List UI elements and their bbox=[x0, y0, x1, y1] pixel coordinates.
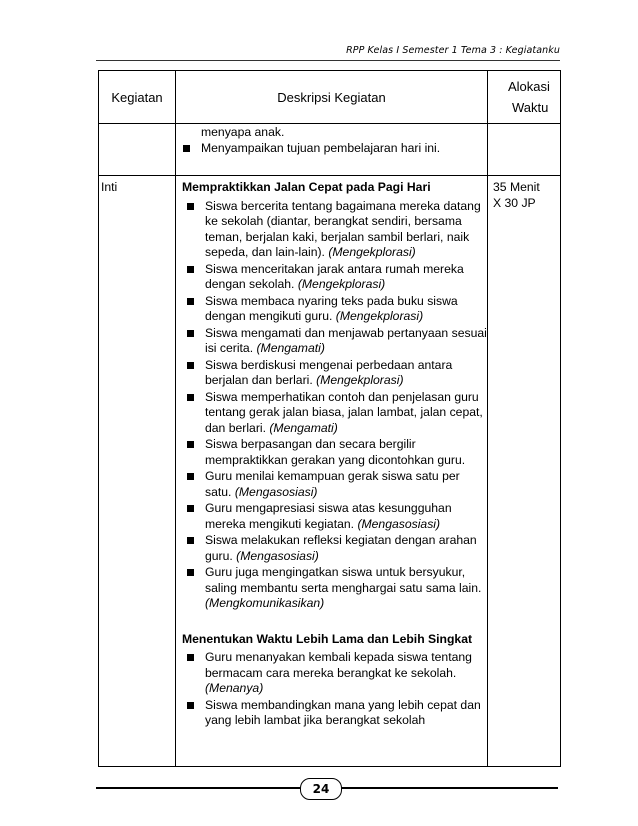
list-item bbox=[182, 390, 487, 437]
list-item-text: Siswa berdiskusi mengenai perbedaan antara berjalan dan berlari. bbox=[205, 357, 453, 387]
cell-deskripsi-inti bbox=[176, 176, 488, 767]
running-header: RPP Kelas I Semester 1 Tema 3 : Kegiatanku bbox=[346, 45, 560, 56]
section1-list bbox=[182, 199, 487, 612]
cell-deskripsi-continued bbox=[176, 124, 488, 176]
list-item bbox=[182, 199, 487, 261]
header-kegiatan: Kegiatan bbox=[99, 71, 176, 124]
list-item bbox=[182, 650, 487, 697]
alokasi-jp: X 30 JP bbox=[493, 195, 536, 210]
list-item bbox=[182, 326, 487, 357]
activity-tag: (Mengamati) bbox=[256, 341, 325, 355]
header-rule bbox=[96, 60, 560, 61]
footer-rule-left bbox=[96, 787, 300, 789]
activity-tag: (Mengasosiasi) bbox=[234, 484, 318, 499]
lesson-plan-table bbox=[98, 70, 561, 767]
list-item-text: Siswa melakukan refleksi kegiatan dengan arahan guru. bbox=[205, 533, 477, 563]
activity-tag: (Mengkomunikasikan) bbox=[205, 596, 325, 610]
list-item-text: Siswa bercerita tentang bagaimana mereka datang ke sekolah (diantar, berangkat sendiri, bersama teman, berjalan kaki, berjalan sambil berlari, naik sepeda, dan lain-lain). bbox=[205, 198, 481, 259]
activity-tag: (Mengekplorasi) bbox=[316, 373, 404, 387]
list-item-text: Guru menanyakan kembali kepada siswa tentang bermacam cara mereka berangkat ke sekolah. bbox=[205, 650, 472, 680]
kegiatan-inti-label: Inti bbox=[101, 180, 118, 194]
list-item bbox=[182, 565, 487, 612]
list-item-text: Siswa mengamati dan menjawab pertanyaan sesuai isi cerita. bbox=[205, 325, 487, 355]
activity-tag: (Mengekplorasi) bbox=[335, 309, 424, 323]
list-item-text: Menyampaikan tujuan pembelajaran hari ini. bbox=[201, 140, 441, 155]
list-item bbox=[182, 294, 487, 325]
continued-list bbox=[178, 141, 487, 157]
header-alokasi-line2: Waktu bbox=[512, 100, 549, 115]
list-item-text: Guru juga mengingatkan siswa untuk bersyukur, saling membantu serta menghargai satu sama lain. bbox=[205, 565, 482, 595]
activity-tag: (Mengasosiasi) bbox=[357, 516, 441, 531]
cell-kegiatan-inti bbox=[99, 176, 176, 767]
list-item bbox=[182, 501, 487, 532]
list-item-text: Siswa memperhatikan contoh dan penjelasan guru tentang gerak jalan biasa, jalan lambat, jalan cepat, dan berlari. bbox=[205, 389, 483, 435]
activity-tag: (Mengekplorasi) bbox=[297, 277, 386, 291]
list-item bbox=[182, 469, 487, 500]
list-item bbox=[182, 698, 487, 729]
list-item-text: Siswa membandingkan mana yang lebih cepat dan yang lebih lambat jika berangkat sekolah bbox=[205, 697, 481, 727]
list-item-text: Siswa berpasangan dan secara bergilir mempraktikkan gerakan yang dicontohkan guru. bbox=[205, 437, 466, 467]
activity-tag: (Mengekplorasi) bbox=[328, 245, 416, 259]
list-item bbox=[182, 533, 487, 564]
header-deskripsi: Deskripsi Kegiatan bbox=[176, 71, 488, 124]
cell-kegiatan-empty bbox=[99, 124, 176, 176]
list-item bbox=[182, 262, 487, 293]
header-alokasi-line1: Alokasi bbox=[508, 79, 550, 94]
section-title-waktu: Menentukan Waktu Lebih Lama dan Lebih Singkat bbox=[182, 631, 473, 646]
continued-text: menyapa anak. bbox=[201, 125, 285, 139]
page-number: 24 bbox=[300, 778, 342, 800]
footer-rule-right bbox=[340, 787, 558, 789]
table-row-continued bbox=[99, 124, 561, 176]
list-item-text: Siswa menceritakan jarak antara rumah mereka dengan sekolah. bbox=[205, 261, 464, 291]
section-title-jalan-cepat: Mempraktikkan Jalan Cepat pada Pagi Hari bbox=[182, 180, 431, 194]
list-item-text: Siswa membaca nyaring teks pada buku siswa dengan mengikuti guru. bbox=[205, 293, 458, 323]
section2-list bbox=[182, 650, 487, 729]
cell-alokasi-inti bbox=[488, 176, 561, 767]
table-row-inti bbox=[99, 176, 561, 767]
header-alokasi bbox=[488, 71, 561, 124]
list-item-text: Guru menilai kemampuan gerak siswa satu per satu. bbox=[205, 469, 460, 499]
list-item bbox=[178, 141, 487, 157]
list-item-text: Guru mengapresiasi siswa atas kesungguhan mereka mengikuti kegiatan. bbox=[205, 501, 452, 531]
cell-alokasi-empty bbox=[488, 124, 561, 176]
activity-tag: (Mengamati) bbox=[269, 420, 338, 435]
activity-tag: (Menanya) bbox=[205, 681, 264, 695]
activity-tag: (Mengasosiasi) bbox=[236, 548, 319, 563]
table-header-row bbox=[99, 71, 561, 124]
list-item bbox=[182, 437, 487, 468]
list-item bbox=[182, 358, 487, 389]
alokasi-minutes: 35 Menit bbox=[493, 180, 540, 194]
